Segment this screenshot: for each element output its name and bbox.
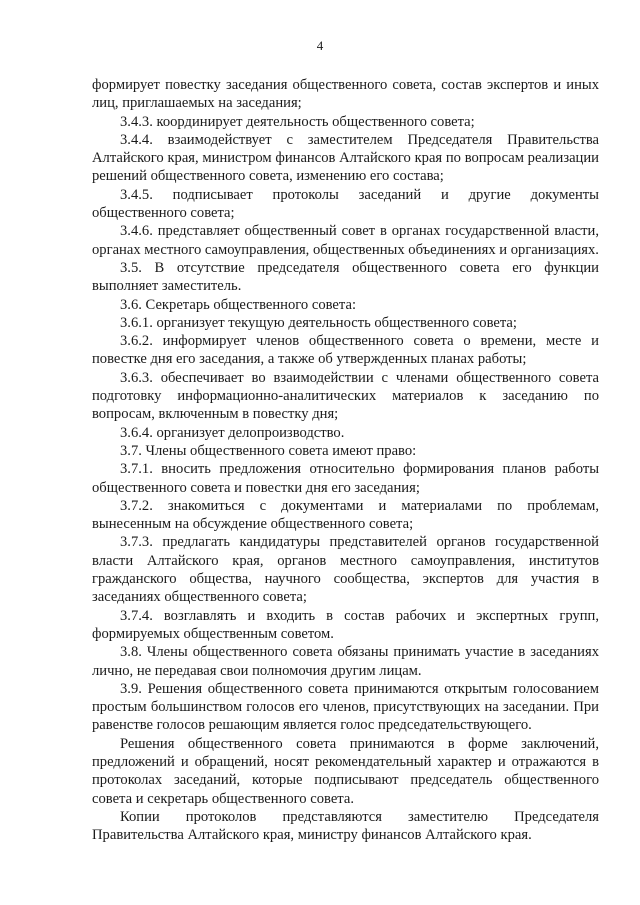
page-number: 4 xyxy=(316,38,324,53)
paragraph-3-4-4: 3.4.4. взаимодействует с заместителем Председателя Правительства Алтайского края, министром финансов Алтайского края по вопросам реализации решений общественного совета, изменению его состава; xyxy=(92,131,599,185)
paragraph-3-4-5: 3.4.5. подписывает протоколы заседаний и другие документы общественного совета; xyxy=(92,186,599,222)
paragraph-3-5: 3.5. В отсутствие председателя общественного совета его функции выполняет заместитель. xyxy=(92,259,599,295)
paragraph-continuation: формирует повестку заседания общественного совета, состав экспертов и иных лиц, приглашаемых на заседания; xyxy=(92,77,599,112)
paragraph-3-6-2: 3.6.2. информирует членов общественного совета о времени, месте и повестке дня его заседания, а также об утвержденных планах работы; xyxy=(92,333,599,368)
paragraph-3-6-4: 3.6.4. организует делопроизводство. xyxy=(120,424,345,441)
paragraph-3-4-3: 3.4.3. координирует деятельность общественного совета; xyxy=(120,113,475,130)
paragraph-3-7-1: 3.7.1. вносить предложения относительно формирования планов работы общественного совета и повестки дня его заседания; xyxy=(92,461,599,496)
paragraph-3-7-2: 3.7.2. знакомиться с документами и материалами по проблемам, вынесенным на обсуждение общественного совета; xyxy=(92,497,599,533)
paragraph-3-8: 3.8. Члены общественного совета обязаны принимать участие в заседаниях лично, не передавая свои полномочия другим лицам. xyxy=(92,644,599,679)
document-body xyxy=(92,76,599,844)
paragraph-3-6-3: 3.6.3. обеспечивает во взаимодействии с членами общественного совета подготовку информационно-аналитических материалов к заседанию по вопросам, включенным в повестку дня; xyxy=(92,369,599,423)
paragraph-3-9: 3.9. Решения общественного совета принимаются открытым голосованием простым большинством голосов его членов, присутствующих на заседании. При равенстве голосов решающим является голос председательствующего. xyxy=(92,680,599,734)
paragraph-3-7-4: 3.7.4. возглавлять и входить в состав рабочих и экспертных групп, формируемых общественным советом. xyxy=(92,607,599,642)
paragraph-3-6-1: 3.6.1. организует текущую деятельность общественного совета; xyxy=(120,314,517,331)
paragraph-3-4-6: 3.4.6. представляет общественный совет в органах государственной власти, органах местного самоуправления, общественных объединениях и организациях. xyxy=(92,223,599,258)
paragraph-3-6: 3.6. Секретарь общественного совета: xyxy=(120,296,356,313)
paragraph-3-7-3: 3.7.3. предлагать кандидатуры представителей органов государственной власти Алтайского края, органов местного самоуправления, институтов гражданского общества, научного сообщества, экспертов для участия в заседаниях общественного совета; xyxy=(92,534,599,606)
paragraph-3-7: 3.7. Члены общественного совета имеют право: xyxy=(120,442,417,459)
paragraph-decisions-form: Решения общественного совета принимаются в форме заключений, предложений и обращений, носят рекомендательный характер и отражаются в протоколах заседаний, которые подписывают председатель общественного совета и секретарь общественного совета. xyxy=(92,735,599,807)
paragraph-protocol-copies: Копии протоколов представляются заместителю Председателя Правительства Алтайского края, министру финансов Алтайского края. xyxy=(92,808,599,844)
